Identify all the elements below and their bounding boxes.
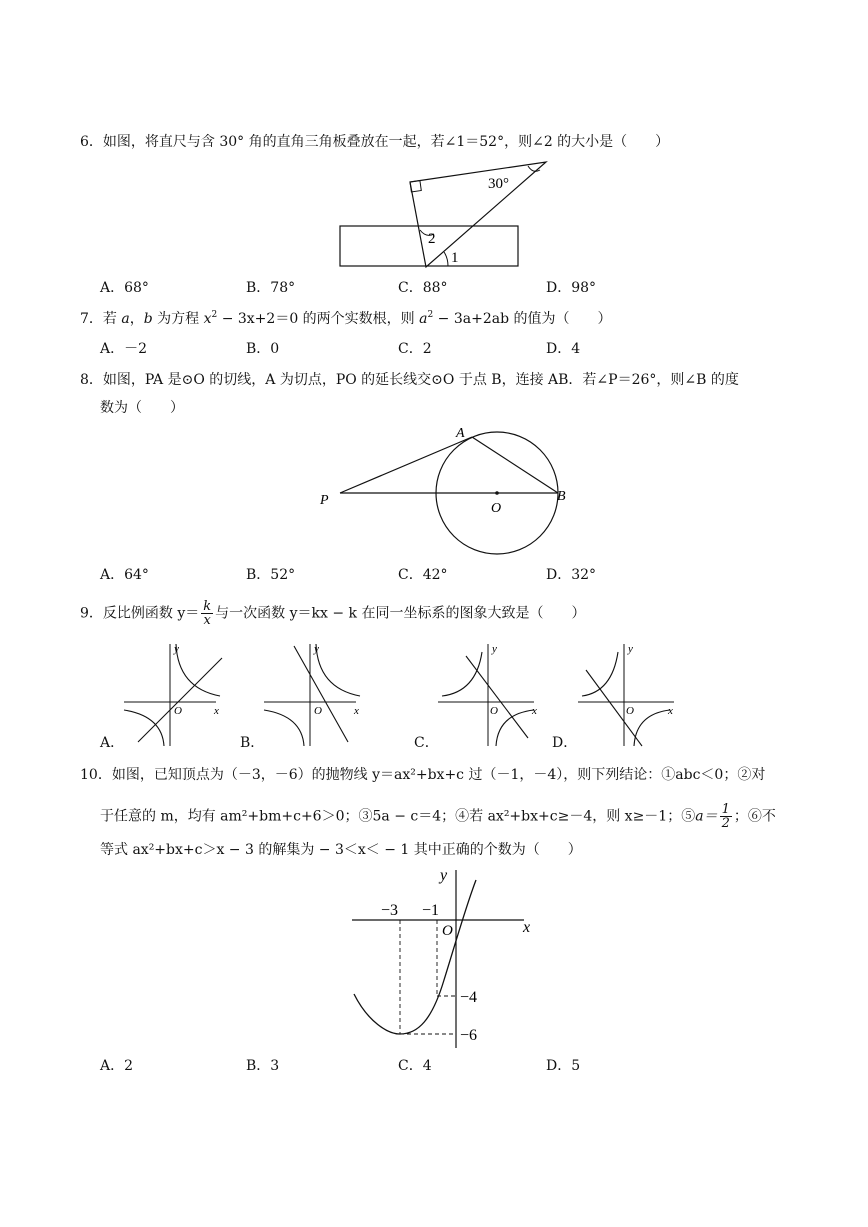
q9-pre: 反比例函数 y＝ xyxy=(102,605,200,622)
q10-option-b[interactable]: B．3 xyxy=(246,1058,280,1074)
graph-b-o: O xyxy=(314,705,322,717)
q10-option-d[interactable]: D．5 xyxy=(546,1058,581,1074)
q7-option-a[interactable]: A．－2 xyxy=(100,341,148,357)
triangle xyxy=(410,162,546,267)
q8-option-c[interactable]: C．42° xyxy=(398,567,448,583)
fig-label-b: B xyxy=(557,489,566,504)
q8-figure xyxy=(318,424,578,558)
q7-option-c[interactable]: C．2 xyxy=(398,341,432,357)
q9-graph-c xyxy=(438,640,546,748)
graph-d-y: y xyxy=(628,643,633,655)
q10-option-c[interactable]: C．4 xyxy=(398,1058,432,1074)
q9-option-c[interactable]: C． xyxy=(414,735,439,751)
q10-figure xyxy=(348,862,548,1052)
q7-sup2: 2 xyxy=(427,310,434,320)
q6-option-c[interactable]: C．88° xyxy=(398,280,448,296)
q7-comma: ， xyxy=(129,311,144,327)
q10-text2-post: ；⑥不 xyxy=(733,808,776,825)
line-pa xyxy=(340,437,472,493)
graph-b-y: y xyxy=(314,643,319,655)
q10-number: 10． xyxy=(80,767,112,783)
graph-c-x: x xyxy=(532,705,537,717)
fig10-x: x xyxy=(523,919,531,936)
q6-stem xyxy=(80,132,669,152)
parabola xyxy=(354,880,476,1034)
fig-angle30: 30° xyxy=(488,176,509,192)
q8-text1: 如图，PA 是⊙O 的切线，A 为切点，PO 的延长线交⊙O 于点 B，连接 AB．若∠P＝26°，则∠B 的度 xyxy=(102,372,739,388)
q7-var-x: x xyxy=(203,311,212,327)
q10-frac-num: 1 xyxy=(721,802,730,817)
fig-label2: 2 xyxy=(428,231,436,247)
q7-var-b: b xyxy=(143,311,153,327)
graph-a-y: y xyxy=(174,643,179,655)
q8-option-a[interactable]: A．64° xyxy=(100,567,149,583)
q6-text: 如图，将直尺与含 30° 角的直角三角板叠放在一起，若∠1＝52°，则∠2 的大小是（ ） xyxy=(102,134,670,150)
q9-graph-d xyxy=(578,640,686,748)
graph-a-o: O xyxy=(174,705,182,717)
q10-frac-den: 2 xyxy=(721,816,730,831)
fig-label-o: O xyxy=(491,501,502,516)
q6-option-b[interactable]: B．78° xyxy=(246,280,296,296)
q8-number: 8． xyxy=(80,372,103,388)
fig10-o: O xyxy=(442,923,453,939)
graph-c-y: y xyxy=(492,643,497,655)
fig10-minus1: −1 xyxy=(422,902,440,919)
q9-graph-b xyxy=(264,640,364,748)
angle1-arc xyxy=(444,252,448,266)
graph-c-o: O xyxy=(490,705,498,717)
q6-figure xyxy=(330,158,560,273)
graph-d-o: O xyxy=(626,705,634,717)
graph-b-x: x xyxy=(354,705,359,717)
q7-number: 7． xyxy=(80,311,103,327)
fig10-minus6: −6 xyxy=(460,1027,478,1044)
q9-post: 与一次函数 y＝kx − k 在同一坐标系的图象大致是（ ） xyxy=(215,605,586,622)
q9-frac-den: x xyxy=(203,613,211,628)
center-dot xyxy=(495,491,499,495)
q7-rest: − 3a+2ab 的值为（ ） xyxy=(433,311,612,327)
q7-option-d[interactable]: D．4 xyxy=(546,341,581,357)
q7-var-a: a xyxy=(121,311,130,327)
q8-option-b[interactable]: B．52° xyxy=(246,567,296,583)
q7-sup: 2 xyxy=(211,310,218,320)
line-ab xyxy=(472,437,558,493)
graph-a-x: x xyxy=(214,705,219,717)
q9-fraction xyxy=(201,600,213,627)
q8-stem-line1 xyxy=(80,370,739,390)
q10-stem-line3: 等式 ax²+bx+c＞x − 3 的解集为 − 3＜x＜ − 1 其中正确的个数为（ ） xyxy=(100,842,582,858)
fig-label1: 1 xyxy=(451,250,459,266)
q10-fraction xyxy=(720,803,732,830)
q7-option-b[interactable]: B．0 xyxy=(246,341,280,357)
q10-text2-a: a＝ xyxy=(695,808,718,825)
q8-stem-line2: 数为（ ） xyxy=(100,400,184,416)
q9-option-b[interactable]: B． xyxy=(240,735,265,751)
q10-text1: 如图，已知顶点为（－3，－6）的抛物线 y＝ax²+bx+c 过（－1，－4），则下列结论：①abc＜0；②对 xyxy=(111,767,766,783)
q9-option-a[interactable]: A． xyxy=(100,735,125,751)
fig-label-a: A xyxy=(456,426,465,441)
q6-option-a[interactable]: A．68° xyxy=(100,280,149,296)
q7-var-a2: a xyxy=(419,311,428,327)
q10-stem-line1 xyxy=(80,765,765,785)
fig10-minus4: −4 xyxy=(460,989,478,1006)
q10-option-a[interactable]: A．2 xyxy=(100,1058,134,1074)
q7-mid: 为方程 xyxy=(152,311,204,327)
fig10-y: y xyxy=(440,867,448,884)
q9-stem xyxy=(80,600,585,627)
graph-d-x: x xyxy=(668,705,673,717)
q9-frac-num: k xyxy=(203,599,212,614)
q8-option-d[interactable]: D．32° xyxy=(546,567,597,583)
q9-graph-a xyxy=(124,640,224,748)
q9-number: 9． xyxy=(80,605,103,622)
fig-label-p: P xyxy=(320,493,329,508)
q9-option-d[interactable]: D． xyxy=(552,735,578,751)
fig10-minus3: −3 xyxy=(381,902,399,919)
q7-stem xyxy=(80,309,612,329)
q10-stem-line2 xyxy=(100,803,776,830)
q7-pre: 若 xyxy=(102,311,122,327)
q10-text2-pre: 于任意的 m，均有 am²+bm+c+6＞0；③5a − c＝4；④若 ax²+bx+c≥－4，则 x≥－1；⑤ xyxy=(100,808,696,825)
q6-option-d[interactable]: D．98° xyxy=(546,280,597,296)
q7-eq: − 3x+2＝0 的两个实数根，则 xyxy=(217,311,420,327)
q6-number: 6． xyxy=(80,134,103,150)
